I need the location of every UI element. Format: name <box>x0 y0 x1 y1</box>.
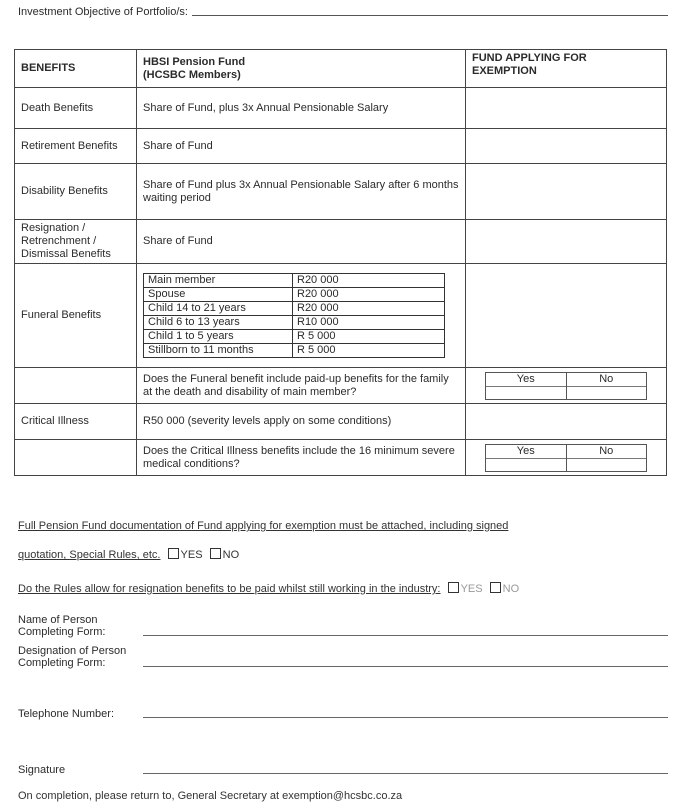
signature-field <box>18 764 668 776</box>
funeral-amount: R20 000 <box>293 302 445 316</box>
return-instructions: On completion, please return to, General Secretary at exemption@hcsbc.co.za <box>18 790 403 802</box>
header-hbsi <box>137 50 466 88</box>
investment-objective-label: Investment Objective of Portfolio/s: <box>18 6 188 18</box>
header-applying <box>466 50 667 88</box>
funeral-label: Funeral Benefits <box>15 264 137 368</box>
funeral-yes-no-cell <box>466 368 667 404</box>
rules-yes-checkbox[interactable] <box>448 582 459 593</box>
funeral-row <box>144 274 445 288</box>
funeral-member: Child 14 to 21 years <box>144 302 293 316</box>
critical-value: R50 000 (severity levels apply on some conditions) <box>137 404 466 440</box>
funeral-member: Child 6 to 13 years <box>144 316 293 330</box>
funeral-yes-label: Yes <box>486 373 566 387</box>
funeral-exemption-cell[interactable] <box>466 264 667 368</box>
funeral-amount: R20 000 <box>293 274 445 288</box>
name-input[interactable] <box>143 635 668 636</box>
critical-yes-no-cell <box>466 440 667 476</box>
header-hbsi-line1: HBSI Pension Fund <box>143 55 246 68</box>
documentation-note-text2: quotation, Special Rules, etc. <box>18 549 161 561</box>
funeral-member: Child 1 to 5 years <box>144 330 293 344</box>
designation-input[interactable] <box>143 666 668 667</box>
resignation-rules-line <box>18 582 519 595</box>
death-exemption-cell[interactable] <box>466 88 667 129</box>
critical-no-option[interactable] <box>567 445 647 471</box>
funeral-member: Spouse <box>144 288 293 302</box>
disability-value: Share of Fund plus 3x Annual Pensionable Salary after 6 months waiting period <box>137 164 466 220</box>
row-critical <box>15 404 667 440</box>
row-funeral-question <box>15 368 667 404</box>
critical-yes-label: Yes <box>486 445 566 459</box>
header-benefits: BENEFITS <box>15 50 137 88</box>
row-critical-question <box>15 440 667 476</box>
investment-objective-line <box>18 2 668 18</box>
documents-no-checkbox[interactable] <box>210 548 221 559</box>
critical-question-text: Does the Critical Illness benefits include the 16 minimum severe medical conditions? <box>137 440 466 476</box>
row-retirement <box>15 129 667 164</box>
telephone-input[interactable] <box>143 717 668 718</box>
disability-exemption-cell[interactable] <box>466 164 667 220</box>
documents-yes-checkbox[interactable] <box>168 548 179 559</box>
table-header-row <box>15 50 667 88</box>
designation-field <box>18 645 668 669</box>
funeral-row <box>144 316 445 330</box>
funeral-question-blank <box>15 368 137 404</box>
documentation-note-text: Full Pension Fund documentation of Fund applying for exemption must be attached, including signed <box>18 520 509 532</box>
funeral-row <box>144 302 445 316</box>
funeral-no-option[interactable] <box>567 373 647 399</box>
telephone-field <box>18 708 668 720</box>
name-label: Name of Person Completing Form: <box>18 614 106 638</box>
funeral-member: Main member <box>144 274 293 288</box>
funeral-amount: R10 000 <box>293 316 445 330</box>
rules-no-label: NO <box>502 583 520 595</box>
rules-yes-label: YES <box>460 583 483 595</box>
signature-label: Signature <box>18 764 66 776</box>
critical-exemption-cell[interactable] <box>466 404 667 440</box>
resignation-rules-text: Do the Rules allow for resignation benefits to be paid whilst still working in the industry: <box>18 583 441 595</box>
documentation-note-line1 <box>18 520 508 532</box>
header-applying-line2: EXEMPTION <box>472 65 537 77</box>
funeral-row <box>144 344 445 358</box>
funeral-yes-option[interactable] <box>486 373 567 399</box>
death-label: Death Benefits <box>15 88 137 129</box>
row-funeral <box>15 264 667 368</box>
critical-yes-no <box>485 444 647 472</box>
resignation-label: Resignation / Retrenchment / Dismissal Benefits <box>15 220 137 264</box>
documents-yes-label: YES <box>180 549 203 561</box>
retirement-exemption-cell[interactable] <box>466 129 667 164</box>
funeral-yes-no <box>485 372 647 400</box>
funeral-amount: R 5 000 <box>293 330 445 344</box>
funeral-question-text: Does the Funeral benefit include paid-up benefits for the family at the death and disability of main member? <box>137 368 466 404</box>
funeral-row <box>144 330 445 344</box>
funeral-row <box>144 288 445 302</box>
critical-question-blank <box>15 440 137 476</box>
row-death <box>15 88 667 129</box>
row-resignation <box>15 220 667 264</box>
retirement-value: Share of Fund <box>137 129 466 164</box>
funeral-member: Stillborn to 11 months <box>144 344 293 358</box>
telephone-label: Telephone Number: <box>18 708 115 720</box>
funeral-schedule-cell <box>137 264 466 368</box>
header-hbsi-line2: (HCSBC Members) <box>143 68 241 81</box>
critical-label: Critical Illness <box>15 404 137 440</box>
death-value: Share of Fund, plus 3x Annual Pensionable Salary <box>137 88 466 129</box>
documents-no-label: NO <box>222 549 240 561</box>
funeral-amount: R20 000 <box>293 288 445 302</box>
row-disability <box>15 164 667 220</box>
name-field <box>18 614 668 638</box>
funeral-amount: R 5 000 <box>293 344 445 358</box>
investment-objective-input[interactable] <box>192 15 668 16</box>
retirement-label: Retirement Benefits <box>15 129 137 164</box>
documentation-note-line2 <box>18 548 239 561</box>
disability-label: Disability Benefits <box>15 164 137 220</box>
benefits-table <box>14 49 667 476</box>
funeral-schedule <box>143 273 445 358</box>
designation-label: Designation of Person Completing Form: <box>18 645 127 669</box>
critical-yes-option[interactable] <box>486 445 567 471</box>
rules-no-checkbox[interactable] <box>490 582 501 593</box>
funeral-no-label: No <box>567 373 647 387</box>
critical-no-label: No <box>567 445 647 459</box>
signature-input[interactable] <box>143 773 668 774</box>
resignation-value: Share of Fund <box>137 220 466 264</box>
resignation-exemption-cell[interactable] <box>466 220 667 264</box>
header-applying-line1: FUND APPLYING FOR <box>472 52 587 64</box>
